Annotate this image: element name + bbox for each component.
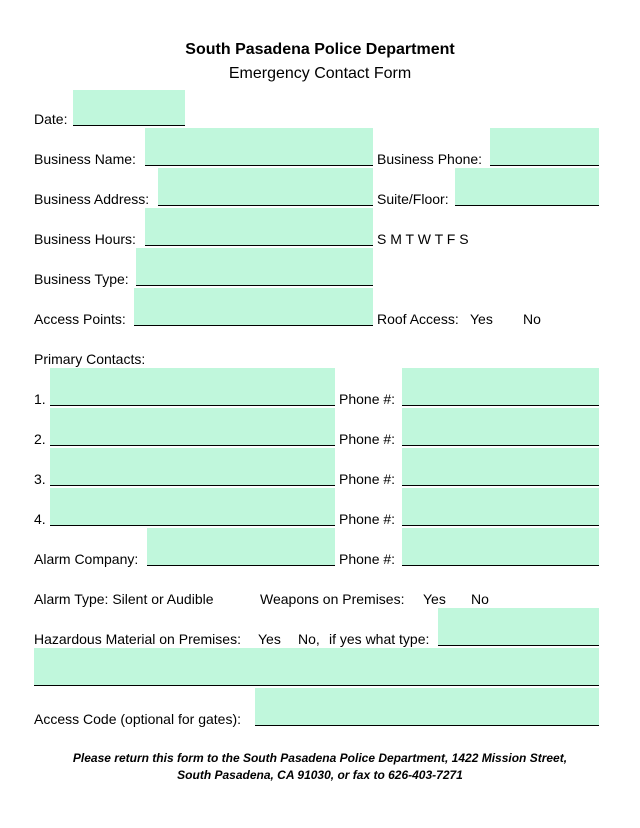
business-phone-label: Business Phone: [377, 151, 483, 167]
contact-2-phone-field[interactable] [402, 408, 599, 446]
alarm-phone-label: Phone #: [339, 551, 396, 567]
contact-1-number: 1. [34, 391, 46, 407]
alarm-type-label: Alarm Type: Silent or Audible [34, 591, 214, 607]
form-title: South Pasadena Police Department [185, 41, 455, 58]
days-of-week: S M T W T F S [377, 231, 469, 247]
business-address-label: Business Address: [34, 191, 150, 207]
contact-3-number: 3. [34, 471, 46, 487]
alarm-company-label: Alarm Company: [34, 551, 139, 567]
primary-contacts-label: Primary Contacts: [34, 351, 146, 367]
hazardous-type-continued-field[interactable] [34, 648, 599, 686]
form-subtitle: Emergency Contact Form [228, 65, 412, 82]
weapons-no[interactable]: No [471, 591, 489, 607]
footer-line-2: South Pasadena, CA 91030, or fax to 626-403-7271 [177, 768, 463, 782]
contact-2-phone-label: Phone #: [339, 431, 396, 447]
business-address-field[interactable] [158, 168, 373, 206]
hazardous-no[interactable]: No, [298, 631, 320, 647]
contact-4-number: 4. [34, 511, 46, 527]
contact-1-phone-label: Phone #: [339, 391, 396, 407]
business-phone-field[interactable] [490, 128, 599, 166]
access-code-label: Access Code (optional for gates): [34, 711, 241, 727]
contact-2-name-field[interactable] [50, 408, 335, 446]
business-type-label: Business Type: [34, 271, 129, 287]
roof-access-label: Roof Access: [377, 311, 459, 327]
alarm-phone-field[interactable] [402, 528, 599, 566]
weapons-label: Weapons on Premises: [260, 591, 405, 607]
alarm-company-field[interactable] [147, 528, 335, 566]
date-label: Date: [34, 111, 68, 127]
contact-1-name-field[interactable] [50, 368, 335, 406]
access-points-field[interactable] [134, 288, 373, 326]
contact-3-phone-field[interactable] [402, 448, 599, 486]
business-hours-label: Business Hours: [34, 231, 136, 247]
hazardous-type-field[interactable] [438, 608, 599, 646]
access-points-label: Access Points: [34, 311, 126, 327]
hazardous-type-label: if yes what type: [329, 631, 430, 647]
access-code-field[interactable] [255, 688, 599, 726]
business-name-field[interactable] [145, 128, 373, 166]
footer-line-1: Please return this form to the South Pasadena Police Department, 1422 Mission Street, [72, 751, 568, 765]
contact-4-phone-label: Phone #: [339, 511, 396, 527]
weapons-yes[interactable]: Yes [423, 591, 446, 607]
contact-4-name-field[interactable] [50, 488, 335, 526]
hazardous-label: Hazardous Material on Premises: [34, 631, 241, 647]
suite-floor-label: Suite/Floor: [377, 191, 449, 207]
suite-floor-field[interactable] [455, 168, 599, 206]
business-type-field[interactable] [136, 248, 373, 286]
contact-3-phone-label: Phone #: [339, 471, 396, 487]
business-hours-field[interactable] [145, 208, 373, 246]
date-field[interactable] [73, 90, 185, 126]
contact-1-phone-field[interactable] [402, 368, 599, 406]
roof-access-yes[interactable]: Yes [470, 311, 493, 327]
roof-access-no[interactable]: No [523, 311, 541, 327]
contact-2-number: 2. [34, 431, 46, 447]
business-name-label: Business Name: [34, 151, 136, 167]
contact-4-phone-field[interactable] [402, 488, 599, 526]
contact-3-name-field[interactable] [50, 448, 335, 486]
hazardous-yes[interactable]: Yes [258, 631, 281, 647]
